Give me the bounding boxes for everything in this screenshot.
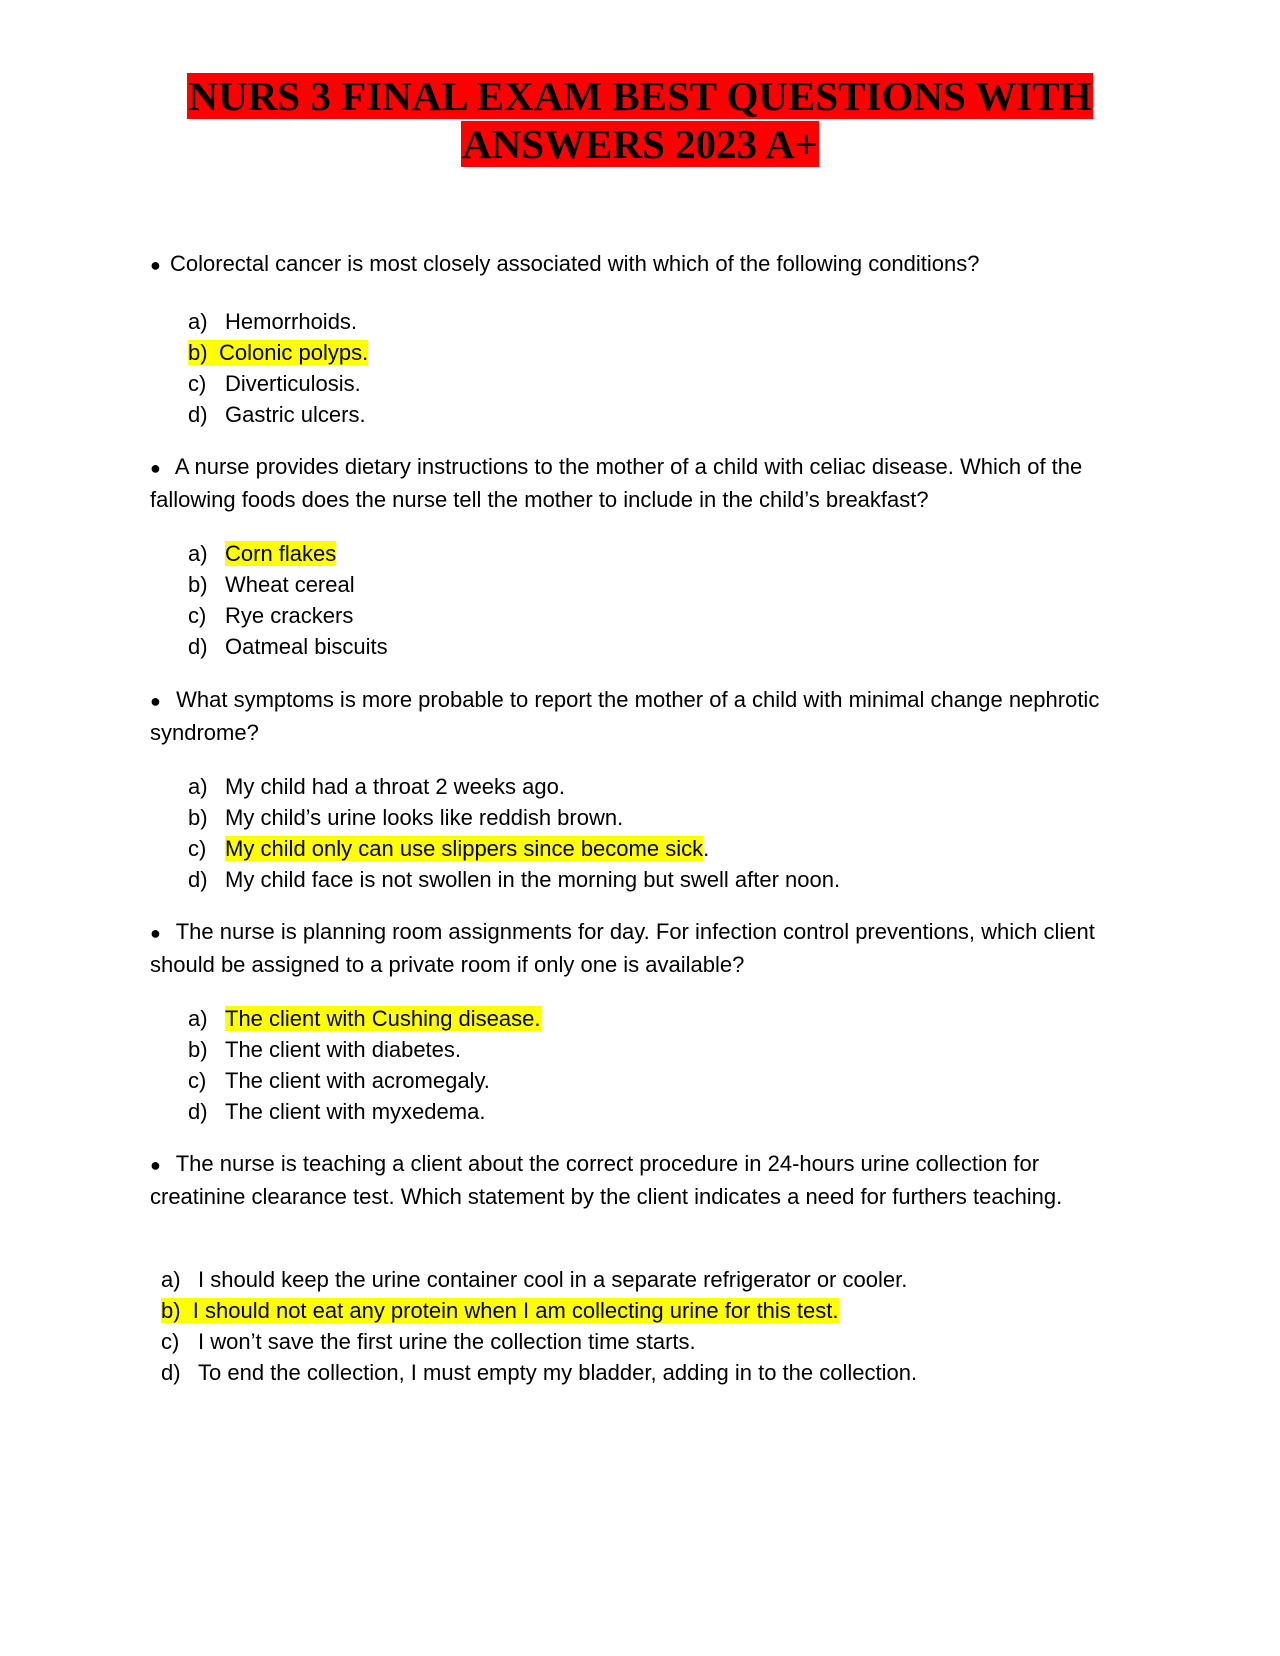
option-letter: a) [188, 1006, 208, 1031]
option-2b [188, 569, 388, 600]
option-4d [188, 1096, 541, 1127]
question-5 [150, 1148, 1110, 1212]
title-line-1: NURS 3 FINAL EXAM BEST QUESTIONS WITH [188, 73, 1092, 119]
question-5-text: The nurse is teaching a client about the correct procedure in 24-hours urine collection for creatinine clearance test. Which statement by the client indicates a need for furthers teaching. [150, 1151, 1063, 1209]
option-text: My child’s urine looks like reddish brown. [225, 805, 624, 830]
option-1c [188, 368, 368, 399]
option-text: My child had a throat 2 weeks ago. [225, 774, 565, 799]
page-title [150, 72, 1130, 168]
option-3c [188, 833, 840, 864]
question-3-options [188, 771, 840, 895]
bullet-icon: ● [150, 1155, 161, 1175]
option-1b [188, 337, 368, 368]
title-line-2: ANSWERS 2023 A+ [462, 121, 818, 167]
option-text: To end the collection, I must empty my bladder, adding in to the collection. [198, 1360, 918, 1385]
option-letter: d) [188, 634, 208, 659]
option-2c [188, 600, 388, 631]
question-2-options [188, 538, 388, 662]
question-4 [150, 916, 1110, 980]
option-letter: a) [161, 1267, 181, 1292]
bullet-icon: ● [150, 691, 161, 711]
question-5-options [161, 1264, 921, 1388]
option-text: Hemorrhoids. [225, 309, 358, 334]
question-1 [150, 248, 1110, 281]
option-letter: c) [188, 371, 207, 396]
question-2-text: A nurse provides dietary instructions to the mother of a child with celiac disease. Which of the fallowing foods does the nurse tell the mother to include in the child’s breakfast? [150, 454, 1083, 512]
option-letter: d) [188, 402, 208, 427]
option-text: I should keep the urine container cool in a separate refrigerator or cooler. [198, 1267, 908, 1292]
option-letter: a) [188, 309, 208, 334]
option-letter: d) [188, 1099, 208, 1124]
option-text-correct: I should not eat any protein when I am collecting urine for this test. [192, 1298, 839, 1323]
option-text-correct: My child only can use slippers since become sick [225, 836, 704, 861]
option-letter: b) [188, 572, 208, 597]
option-letter: b) [188, 340, 208, 365]
option-2a [188, 538, 388, 569]
option-text: My child face is not swollen in the morning but swell after noon. [225, 867, 841, 892]
option-letter: a) [188, 774, 208, 799]
option-letter: d) [161, 1360, 181, 1385]
question-2 [150, 451, 1110, 515]
option-1a [188, 306, 368, 337]
option-4a [188, 1003, 541, 1034]
option-4b [188, 1034, 541, 1065]
option-letter: d) [188, 867, 208, 892]
option-letter: a) [188, 541, 208, 566]
option-trailing-period: . [703, 836, 710, 861]
bullet-icon: ● [150, 923, 161, 943]
option-5c [161, 1326, 921, 1357]
option-1d [188, 399, 368, 430]
option-3d [188, 864, 840, 895]
option-text: The client with myxedema. [225, 1099, 486, 1124]
question-4-text: The nurse is planning room assignments for day. For infection control preventions, which client should be assigned to a private room if only one is available? [150, 919, 1095, 977]
option-text: The client with acromegaly. [225, 1068, 490, 1093]
option-text: Oatmeal biscuits [225, 634, 388, 659]
option-5d [161, 1357, 921, 1388]
option-2d [188, 631, 388, 662]
option-text-correct: Colonic polyps. [219, 340, 369, 365]
option-letter: b) [188, 805, 208, 830]
option-5a-5b [161, 1264, 921, 1326]
option-letter: b) [161, 1298, 181, 1323]
option-letter: c) [188, 603, 207, 628]
option-3b [188, 802, 840, 833]
option-3a [188, 771, 840, 802]
question-1-options [188, 306, 368, 430]
option-letter: c) [188, 1068, 207, 1093]
option-letter: c) [188, 836, 207, 861]
option-text: Diverticulosis. [225, 371, 361, 396]
option-letter: c) [161, 1329, 180, 1354]
question-3 [150, 684, 1110, 748]
question-3-text: What symptoms is more probable to report the mother of a child with minimal change nephrotic syndrome? [150, 687, 1100, 745]
question-4-options [188, 1003, 541, 1127]
option-text: The client with diabetes. [225, 1037, 462, 1062]
question-1-text: Colorectal cancer is most closely associated with which of the following conditions? [170, 251, 980, 276]
bullet-icon: ● [150, 255, 161, 275]
option-text: I won’t save the first urine the collection time starts. [198, 1329, 696, 1354]
option-4c [188, 1065, 541, 1096]
option-letter: b) [188, 1037, 208, 1062]
option-text-correct: The client with Cushing disease. [225, 1006, 541, 1031]
option-text: Rye crackers [225, 603, 354, 628]
option-text: Wheat cereal [225, 572, 355, 597]
bullet-icon: ● [150, 458, 161, 478]
option-text-correct: Corn flakes [225, 541, 337, 566]
option-text: Gastric ulcers. [225, 402, 366, 427]
